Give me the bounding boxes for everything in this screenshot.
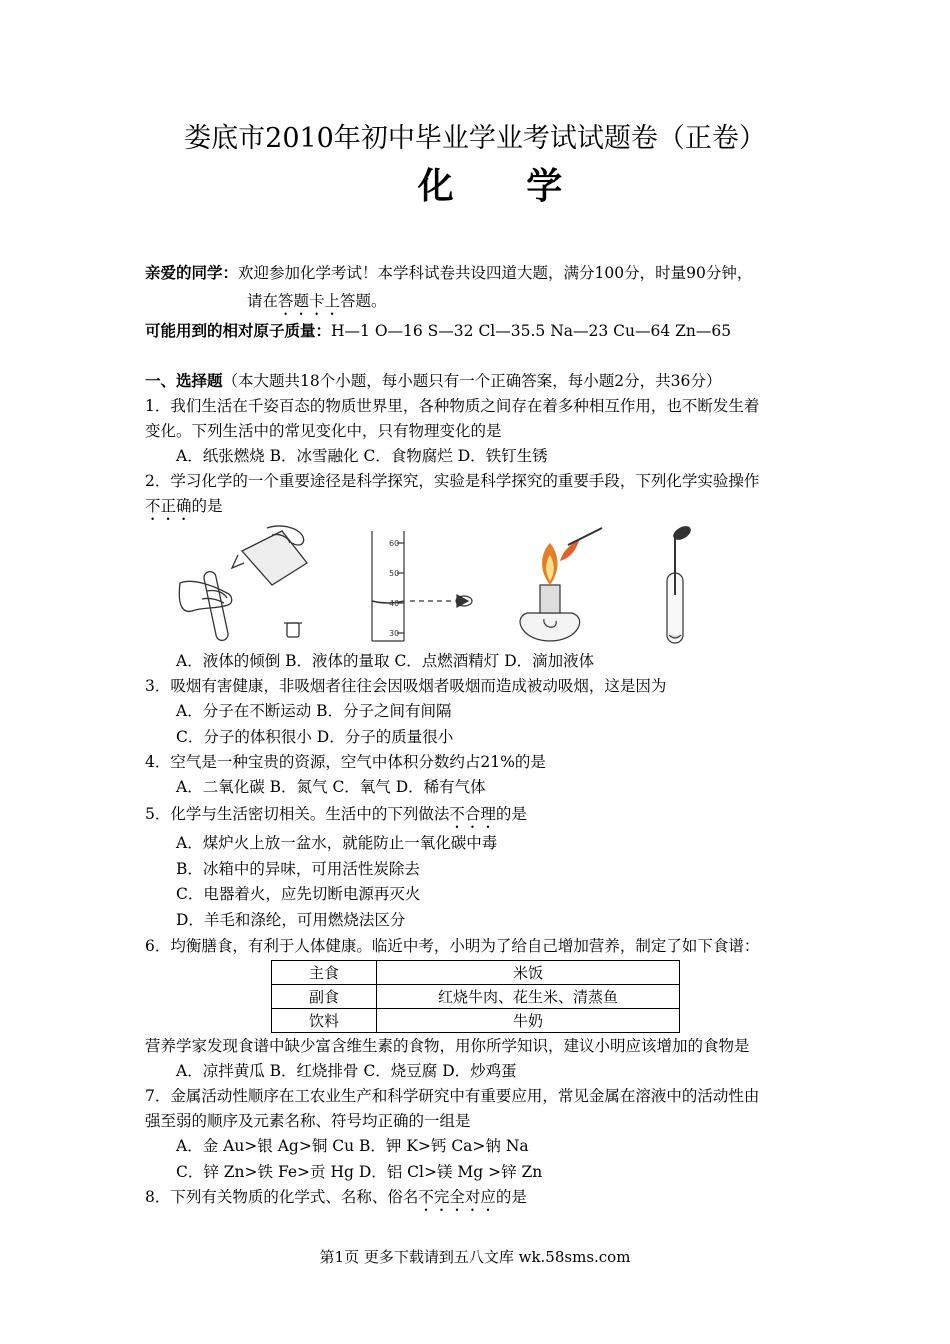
tick-label-30: 30 <box>389 629 400 638</box>
greeting-label: 亲爱的同学： <box>145 263 239 282</box>
table-row <box>272 961 680 985</box>
tick-label-40: 40 <box>389 599 400 608</box>
intro-line-1 <box>145 262 752 284</box>
table-cell: 饮料 <box>272 1009 377 1033</box>
emphasis-not-fully-matching: 不完全对应 <box>418 1188 496 1206</box>
q6-options: A．凉拌黄瓜 B．红烧排骨 C．烧豆腐 D．炒鸡蛋 <box>176 1062 517 1080</box>
table-cell: 红烧牛肉、花生米、清蒸鱼 <box>377 985 680 1009</box>
q5-option-a: A．煤炉火上放一盆水，就能防止一氧化碳中毒 <box>176 834 498 852</box>
table-cell: 副食 <box>272 985 377 1009</box>
emphasis-answer-card: 答题卡上 <box>278 292 341 310</box>
exam-title: 娄底市2010年初中毕业学业考试试题卷（正卷） <box>184 123 766 154</box>
q5-option-c: C．电器着火，应先切断电源再灭火 <box>176 885 421 903</box>
q1-line-1: 1．我们生活在千姿百态的物质世界里，各种物质之间存在着多种相互作用，也不断发生着 <box>145 397 760 415</box>
q8-stem: 8．下列有关物质的化学式、名称、俗名不完全对应的是 <box>145 1188 527 1206</box>
tick-label-50: 50 <box>389 569 400 578</box>
q2-line-2: 不正确的是 <box>145 497 223 515</box>
q7-line-1: 7．金属活动性顺序在工农业生产和科学研究中有重要应用，常见金属在溶液中的活动性由 <box>145 1087 760 1105</box>
q6-after: 营养学家发现食谱中缺少富含维生素的食物，用你所学知识，建议小明应该增加的食物是 <box>145 1037 750 1055</box>
pouring-liquid-figure <box>179 526 307 642</box>
q6-stem: 6．均衡膳食，有利于人体健康。临近中考，小明为了给自己增加营养，制定了如下食谱： <box>145 937 760 955</box>
section1-heading: 一、选择题（本大题共18个小题，每小题只有一个正确答案，每小题2分，共36分） <box>145 371 722 390</box>
q7-options-2: C．锌 Zn>铁 Fe>贡 Hg D．铝 Cl>镁 Mg >锌 Zn <box>176 1163 543 1181</box>
q3-options-1: A．分子在不断运动 B．分子之间有间隔 <box>176 702 452 720</box>
table-row <box>272 985 680 1009</box>
table-row <box>272 1009 680 1033</box>
page-footer: 第1页 更多下载请到五八文库 wk.58sms.com <box>319 1248 631 1266</box>
dropper-tube-figure <box>667 524 692 643</box>
q1-line-2: 变化。下列生活中的常见变化中，只有物理变化的是 <box>145 422 502 440</box>
emphasis-incorrect: 不正确 <box>145 497 192 515</box>
emphasis-unreasonable: 不合理 <box>449 805 496 823</box>
intro-line-2: 请在答题卡上答题。 <box>247 292 387 310</box>
q3-stem: 3．吸烟有害健康，非吸烟者往往会因吸烟者吸烟而造成被动吸烟，这是因为 <box>145 677 667 695</box>
q4-stem: 4．空气是一种宝贵的资源，空气中体积分数约占21%的是 <box>145 753 546 771</box>
tick-label-60: 60 <box>389 539 400 548</box>
q1-options: A．纸张燃烧 B．冰雪融化 C．食物腐烂 D．铁钉生锈 <box>176 447 548 465</box>
mass-label: 可能用到的相对原子质量： <box>145 321 332 340</box>
greeting-text: 欢迎参加化学考试！本学科试卷共设四道大题，满分100分，时量90分钟， <box>238 264 753 282</box>
table-cell: 米饭 <box>377 961 680 985</box>
q2-line-1: 2．学习化学的一个重要途径是科学探究，实验是科学探究的重要手段，下列化学实验操作 <box>145 472 760 490</box>
table-cell: 主食 <box>272 961 377 985</box>
q2-options: A．液体的倾倒 B．液体的量取 C．点燃酒精灯 D．滴加液体 <box>176 652 595 670</box>
q5-stem: 5．化学与生活密切相关。生活中的下列做法不合理的是 <box>145 805 527 823</box>
q5-option-d: D．羊毛和涤纶，可用燃烧法区分 <box>176 911 406 929</box>
subject-title: 化 学 <box>417 165 593 207</box>
q7-line-2: 强至弱的顺序及元素名称、符号均正确的一组是 <box>145 1112 471 1130</box>
alcohol-lamp-figure <box>520 528 602 641</box>
q2-illustrations <box>172 523 732 648</box>
q5-option-b: B．冰箱中的异味，可用活性炭除去 <box>176 860 420 878</box>
mass-values: H—1 O—16 S—32 Cl—35.5 Na—23 Cu—64 Zn—65 <box>331 322 732 340</box>
table-cell: 牛奶 <box>377 1009 680 1033</box>
q3-options-2: C．分子的体积很小 D．分子的质量很小 <box>176 728 454 746</box>
atomic-mass-line <box>145 320 731 342</box>
menu-table <box>271 960 680 1033</box>
q7-options-1: A．金 Au>银 Ag>铜 Cu B．钾 K>钙 Ca>钠 Na <box>176 1137 529 1155</box>
q4-options: A．二氧化碳 B．氮气 C．氧气 D．稀有气体 <box>176 778 486 796</box>
graduated-cylinder-figure <box>372 531 472 641</box>
